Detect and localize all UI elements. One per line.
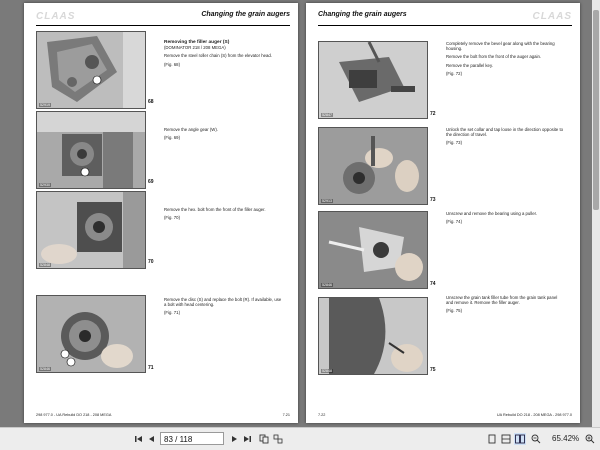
instruction-paragraph: Remove the disc (S) and replace the bolt (R). If available, use a bolt with head centering. (164, 297, 282, 308)
figure-number: 75 (430, 367, 436, 373)
document-page-right (306, 3, 580, 423)
section-title: Changing the grain augers (318, 11, 407, 18)
instruction-text (446, 295, 564, 317)
zoom-level[interactable]: 65.42% (552, 434, 580, 443)
last-page-icon[interactable] (242, 433, 252, 445)
two-page-icon[interactable] (514, 433, 526, 445)
instruction-paragraph: Remove the steel roller chain (S) from the elevator head. (164, 53, 272, 59)
image-id: 52919 (40, 103, 50, 107)
procedure-title: Removing the filler auger (S) (164, 40, 230, 45)
image-id: 52846 (322, 283, 332, 287)
instruction-text (446, 127, 564, 149)
figure-photo (318, 211, 428, 289)
instruction-text (164, 127, 282, 143)
instruction-text (446, 211, 564, 227)
figure-number: 69 (148, 179, 154, 185)
claas-logo: CLAAS (532, 11, 572, 22)
figure-reference: (Fig. 75) (446, 308, 462, 314)
pages-icon[interactable] (272, 433, 284, 445)
document-page-left (24, 3, 298, 423)
figure-reference: (Fig. 72) (446, 70, 462, 76)
instruction-paragraph: Remove the hex. bolt from the front of the filler auger. (164, 207, 266, 212)
fit-width-icon[interactable] (500, 433, 512, 445)
figure-number: 71 (148, 365, 154, 371)
figure-number: 72 (430, 111, 436, 117)
figure-number: 74 (430, 281, 436, 287)
image-id: 52930 (40, 183, 50, 187)
instruction-text (446, 41, 564, 79)
footer-doc-ref: UA Rebuild DO 218 - 208 MEGA - 298 977.0 (496, 413, 572, 417)
page-header (318, 11, 572, 26)
single-page-icon[interactable] (486, 433, 498, 445)
claas-logo: CLAAS (36, 11, 76, 22)
figure-reference: (Fig. 69) (164, 135, 180, 141)
next-page-icon[interactable] (229, 433, 239, 445)
figure-number: 70 (148, 259, 154, 265)
vertical-scrollbar[interactable] (592, 0, 600, 427)
prev-page-icon[interactable] (147, 433, 157, 445)
section-title: Changing the grain augers (201, 11, 290, 18)
viewer-toolbar (0, 427, 600, 450)
instruction-paragraph: Completely remove the bevel gear along with the bearing housing. (446, 41, 555, 52)
instruction-paragraph: Unlock the set collar and tap loose in the direction opposite to the direction of travel. (446, 127, 564, 138)
page-header (36, 11, 290, 26)
instruction-text (164, 207, 282, 223)
scrollbar-thumb[interactable] (593, 10, 599, 210)
instruction-paragraph: Unscrew the grain tank filler tube from the grain tank panel and remove it. Remove the filler auger. (446, 295, 558, 306)
figure-number: 73 (430, 197, 436, 203)
image-id: 52847 (322, 113, 332, 117)
zoom-in-icon[interactable] (584, 433, 596, 445)
figure-photo (36, 191, 146, 269)
image-id: 52913 (322, 199, 332, 203)
page-number-input[interactable]: 83 / 118 (160, 432, 224, 445)
instruction-paragraph: Remove the angle gear (W). (164, 127, 218, 132)
figure-photo (318, 127, 428, 205)
page-number: 7.22 (318, 413, 326, 417)
image-id: 52848 (322, 369, 332, 373)
figure-photo (36, 295, 146, 373)
instruction-text (164, 297, 282, 319)
figure-reference: (Fig. 68) (164, 61, 180, 67)
figure-reference: (Fig. 71) (164, 310, 180, 316)
zoom-out-icon[interactable] (530, 433, 542, 445)
image-id: 52846 (40, 367, 50, 371)
instruction-paragraph: Unscrew and remove the bearing using a puller. (446, 211, 538, 216)
figure-photo (318, 297, 428, 375)
instruction-paragraph: Remove the parallel key. (446, 62, 493, 68)
figure-photo (36, 111, 146, 189)
instruction-paragraph: Remove the bolt from the front of the auger again. (446, 54, 542, 60)
first-page-icon[interactable] (134, 433, 144, 445)
figure-reference: (Fig. 74) (446, 219, 462, 225)
figure-reference: (Fig. 73) (446, 140, 462, 146)
page-number: 7.21 (282, 413, 290, 417)
copy-icon[interactable] (258, 433, 270, 445)
image-id: 52848 (40, 263, 50, 267)
footer-doc-ref: 298 977.0 - UA Rebuild DO 218 - 208 MEGA (36, 413, 112, 417)
procedure-subtitle: (DOMINATOR 218 / 208 MEGA) (164, 45, 226, 51)
figure-reference: (Fig. 70) (164, 215, 180, 221)
instruction-text (164, 39, 282, 70)
figure-number: 68 (148, 99, 154, 105)
figure-photo (36, 31, 146, 109)
figure-photo (318, 41, 428, 119)
